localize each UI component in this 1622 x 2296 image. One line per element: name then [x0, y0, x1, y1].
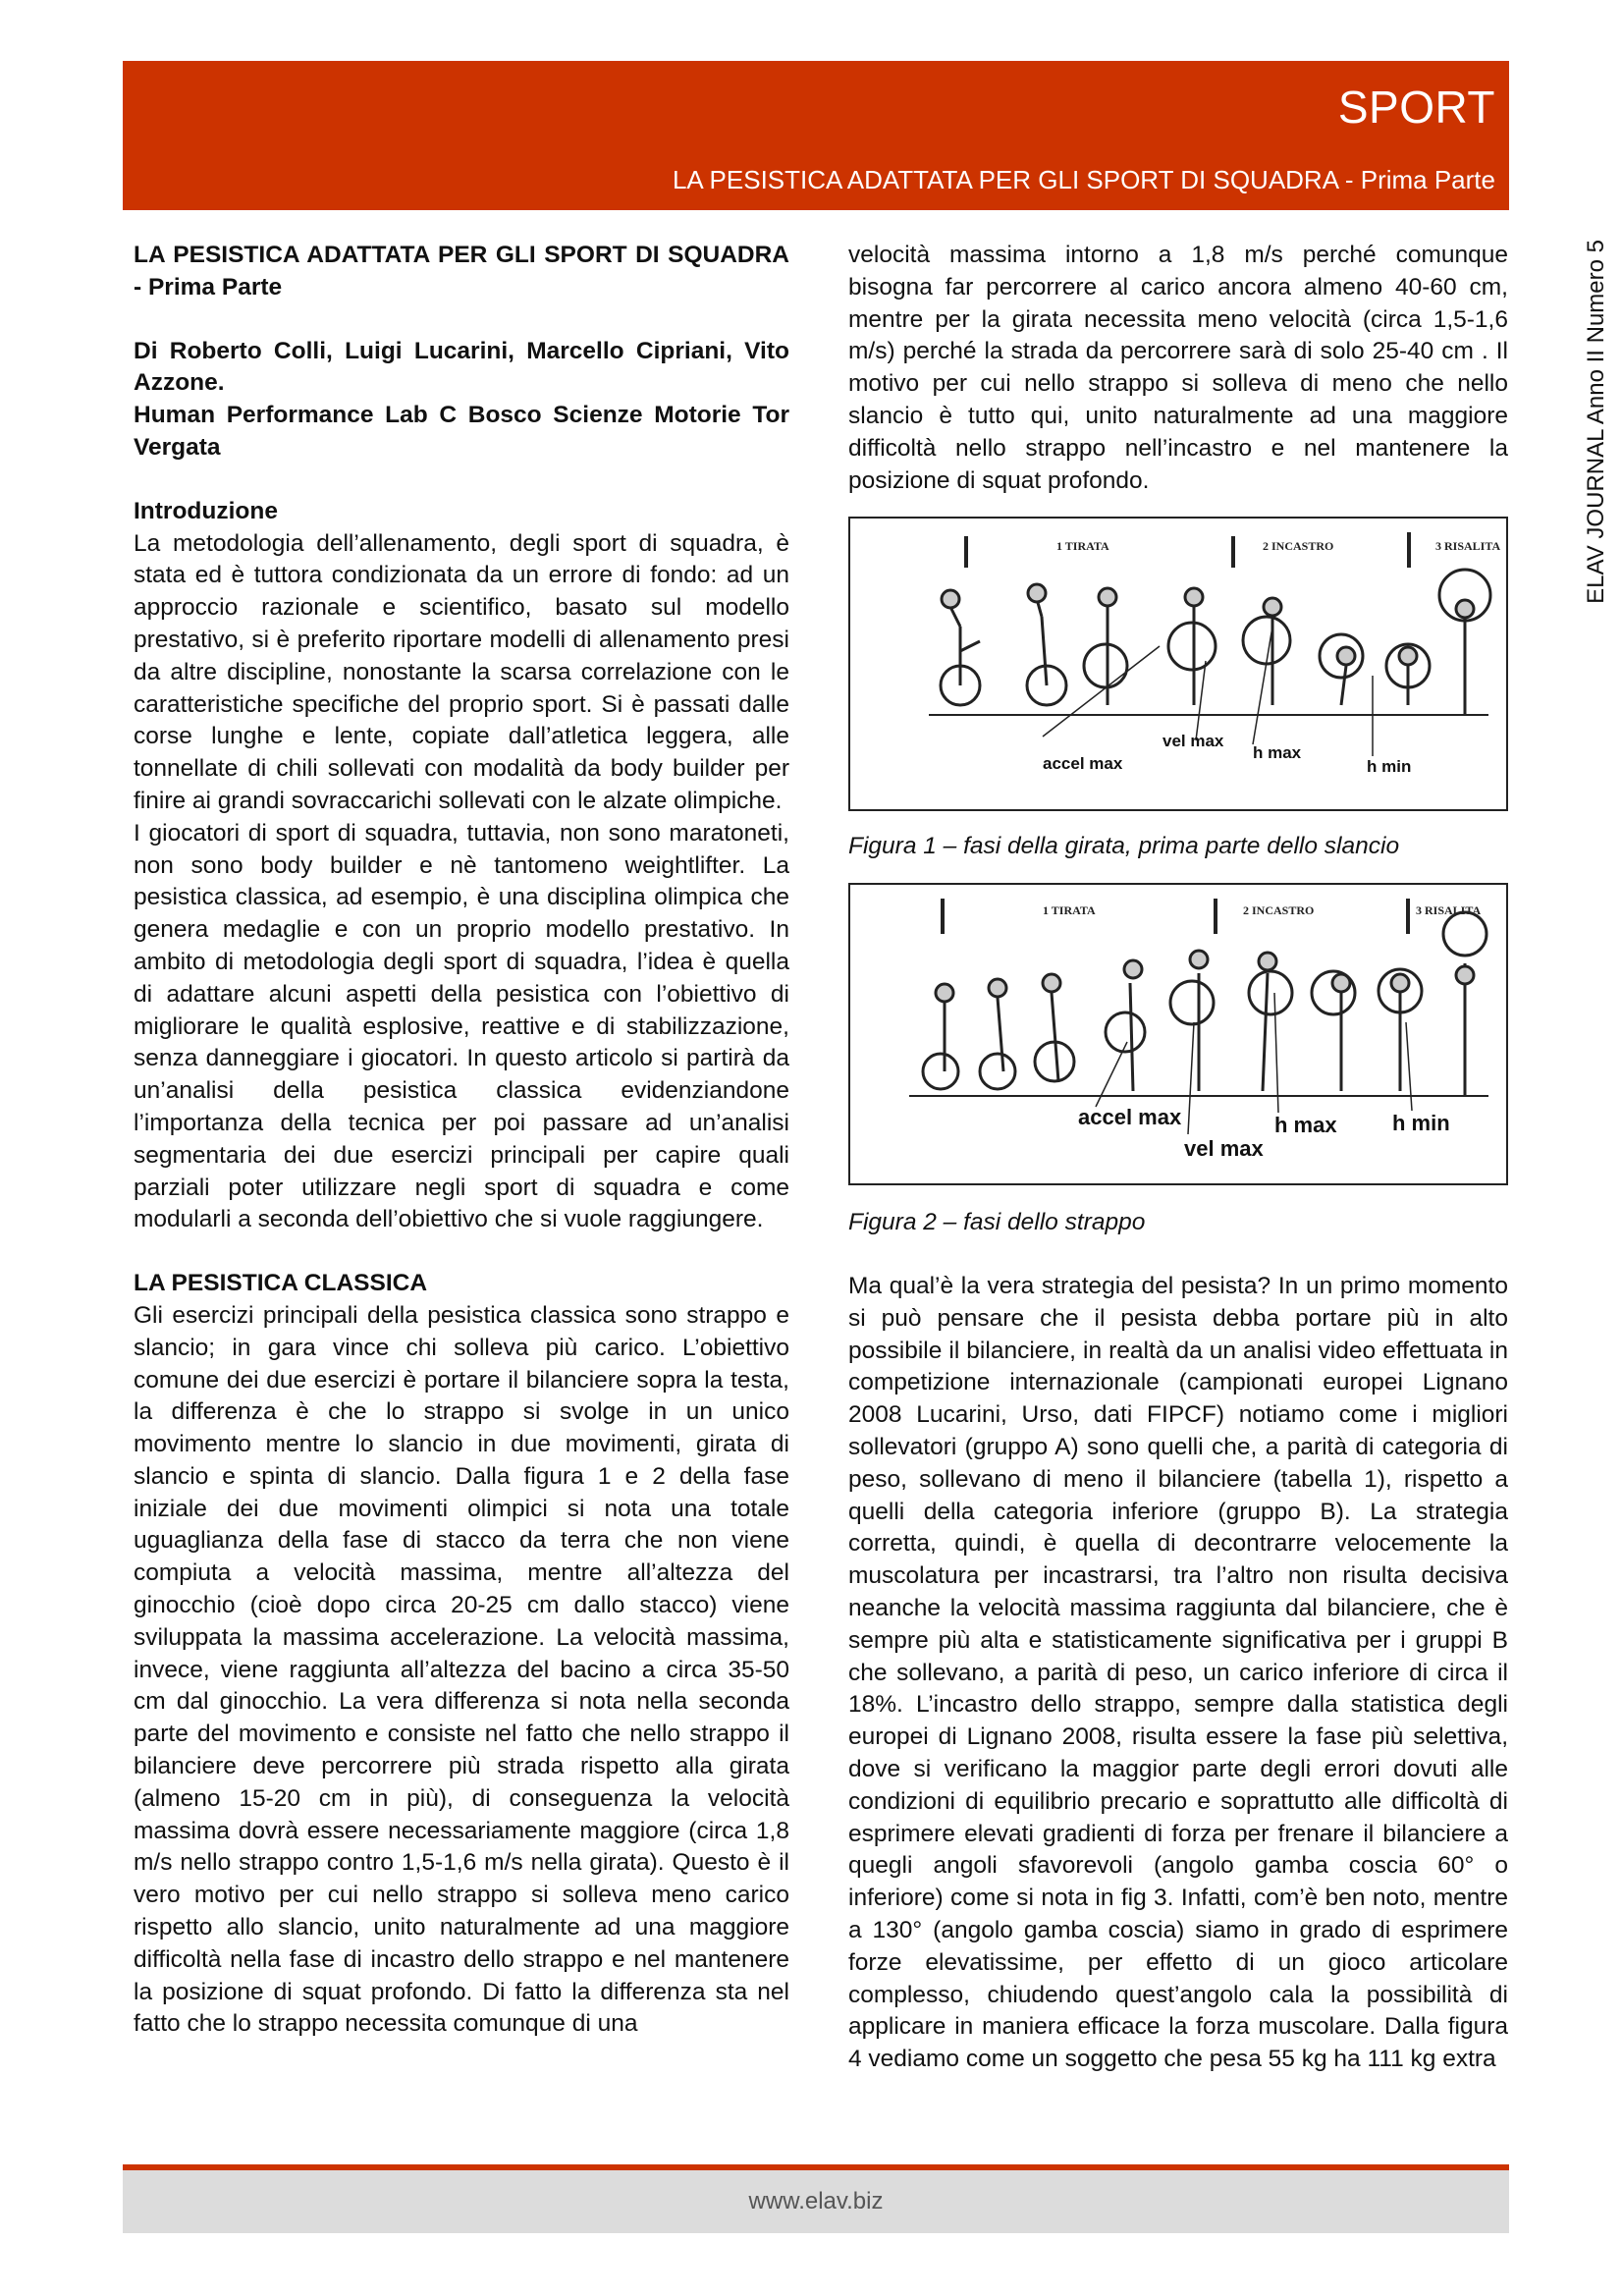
right-paragraph-1: velocità massima intorno a 1,8 m/s perché comunque bisogna far percorrere al carico ancora almeno 40-60 cm, mentre per la girata necessita meno velocità (circa 1,5-1,6 m/s) perché la strada da percorrere sarà di solo 25-40 cm . Il motivo per cui nello strappo si solleva di meno che nello slancio è tutto qui, unito naturalmente ad una maggiore difficoltà nello strappo nell’incastro e nel mantenere la posizione di squat profondo.	[848, 242, 1508, 494]
figure-1-illustration	[850, 519, 1506, 809]
figure-2-illustration	[850, 885, 1506, 1183]
header-subtitle: LA PESISTICA ADATTATA PER GLI SPORT DI SQUADRA - Prima Parte	[672, 165, 1495, 194]
footer-url[interactable]: www.elav.biz	[748, 2188, 884, 2214]
figure-1	[848, 517, 1508, 811]
fig1-h-min: h min	[1367, 757, 1412, 777]
authors: Di Roberto Colli, Luigi Lucarini, Marcello Cipriani, Vito Azzone.	[134, 337, 789, 397]
right-column	[848, 240, 1508, 2076]
fig2-h-max: h max	[1274, 1113, 1337, 1138]
intro-paragraph-2: I giocatori di sport di squadra, tuttavia, non sono maratoneti, non sono body builder e nè tantomeno weightlifter. La pesistica classica, ad esempio, è una disciplina olimpica che genera medaglie e con un proprio modello prestativo. In ambito di metodologia degli sport di squadra, l’idea è quella di adattare alcuni aspetti della pesistica con l’obiettivo di migliorare le qualità esplosive, reattive e di stabilizzazione, senza danneggiare i giocatori. In questo articolo si partirà da un’analisi della pesistica classica evidenziandone l’importanza della tecnica per poi passare ad un’analisi segmentaria dei due esercizi principali per capire quali parziali poter utilizzare negli sport di squadra e come modularli a seconda dell’obiettivo che si vuole raggiungere.	[134, 819, 789, 1233]
figure-2	[848, 883, 1508, 1185]
figure-2-caption: Figura 2 – fasi dello strappo	[848, 1209, 1146, 1236]
article-title: LA PESISTICA ADATTATA PER GLI SPORT DI SQUADRA - Prima Parte	[134, 242, 789, 301]
fig2-vel-max: vel max	[1184, 1136, 1264, 1162]
fig2-h-min: h min	[1392, 1111, 1450, 1136]
classic-heading: LA PESISTICA CLASSICA	[134, 1270, 428, 1297]
fig1-vel-max: vel max	[1162, 732, 1224, 751]
page-footer	[123, 2170, 1509, 2233]
fig2-phase-2: 2 INCASTRO	[1243, 903, 1315, 918]
classic-paragraph: Gli esercizi principali della pesistica classica sono strappo e slancio; in gara vince chi solleva più carico. L’obiettivo comune dei due esercizi è portare il bilanciere sopra la testa, la differenza è che lo strappo si svolge in un unico movimento mentre lo slancio in due movimenti, girata di slancio e spinta di slancio. Dalla figura 1 e 2 della fase iniziale dei due movimenti olimpici si nota una totale uguaglianza della fase di stacco da terra che non viene compiuta a velocità massima, mentre all’altezza del ginocchio (cioè dopo circa 20-25 cm dallo stacco) viene sviluppata la massima accelerazione. La velocità massima, invece, viene raggiunta all’altezza del bacino a circa 35-50 cm dal ginocchio. La vera differenza si nota nella seconda parte del movimento e consiste nel fatto che nello strappo il bilanciere deve percorrere più strada rispetto alla girata (almeno 15-20 cm in più), di conseguenza la velocità massima dovrà essere necessariamente maggiore (circa 1,8 m/s nello strappo contro 1,5-1,6 m/s nella girata). Questo è il vero motivo per cui nello strappo si solleva meno carico rispetto allo slancio, unito naturalmente ad una maggiore difficoltà nella fase di incastro dello strappo e nel mantenere la posizione di squat profondo. Di fatto la differenza sta nel fatto che lo strappo necessita comunque di una	[134, 1301, 789, 2038]
section-title: SPORT	[1337, 82, 1495, 133]
journal-side-label: ELAV JOURNAL Anno II Numero 5	[1583, 240, 1609, 604]
fig2-phase-1: 1 TIRATA	[1043, 903, 1096, 918]
fig1-phase-3: 3 RISALITA	[1435, 539, 1501, 554]
intro-paragraph-1: La metodologia dell’allenamento, degli sport di squadra, è stata ed è tuttora condizionata da un errore di fondo: ad un approccio razionale e scientifico, basato sul modello prestativo, si è preferito riportare modelli di allenamento presi da altre discipline, nonostante la scarsa correlazione con le caratteristiche specifiche del proprio sport. Si è passati dalle corse lunghe e lente, copiate dall’atletica leggera, alle tonnellate di chili sollevati con modalità da body builder per finire ai grandi sovraccarichi sollevati con le alzate olimpiche.	[134, 529, 789, 814]
intro-heading: Introduzione	[134, 497, 278, 524]
figure-1-caption: Figura 1 – fasi della girata, prima parte dello slancio	[848, 833, 1400, 860]
fig2-phase-3: 3 RISALITA	[1416, 903, 1482, 918]
page-header	[123, 61, 1509, 210]
affiliation: Human Performance Lab C Bosco Scienze Motorie Tor Vergata	[134, 402, 789, 461]
right-paragraph-2: Ma qual’è la vera strategia del pesista? In un primo momento si può pensare che il pesista debba portare più in alto possibile il bilanciere, in realtà da un analisi video effettuata in competizione internazionale (campionati europei Lignano 2008 Lucarini, Urso, dati FIPCF) notiamo come i migliori sollevatori (gruppo A) sono quelli che, a parità di categoria di peso, sollevano di meno il bilanciere (tabella 1), rispetto a quelli della categoria inferiore (gruppo B). La strategia corretta, quindi, è quella di decontrarre velocemente la muscolatura per incastrarsi, tra l’altro non risulta decisiva neanche la velocità massima raggiunta dal bilanciere, che è sempre più alta e statisticamente significativa per i gruppi B che sollevano, a parità di peso, un carico inferiore di circa il 18%. L’incastro dello strappo, sempre dalla statistica degli europei di Lignano 2008, risulta essere la fase più selettiva, dove si verificano la maggior parte degli errori dovuti alle condizioni di equilibrio precario e soprattutto alle difficoltà di esprimere elevati gradienti di forza per frenare il bilanciere a quegli angoli sfavorevoli (angolo gamba coscia 60° o inferiore) come si nota in fig 3. Infatti, com’è ben noto, mentre a 130° (angolo gamba coscia) siamo in grado di esprimere forze elevatissime, per effetto di un gioco articolare complesso, chiudendo quest’angolo cala la possibilità di applicare in maniera efficace la forza muscolare. Dalla figura 4 vediamo come un soggetto che pesa 55 kg ha 111 kg extra	[848, 1272, 1508, 2073]
left-column	[134, 240, 789, 2041]
fig1-accel-max: accel max	[1043, 754, 1123, 774]
fig1-phase-2: 2 INCASTRO	[1263, 539, 1334, 554]
fig2-accel-max: accel max	[1078, 1105, 1182, 1130]
fig1-phase-1: 1 TIRATA	[1056, 539, 1109, 554]
fig1-h-max: h max	[1253, 743, 1302, 763]
